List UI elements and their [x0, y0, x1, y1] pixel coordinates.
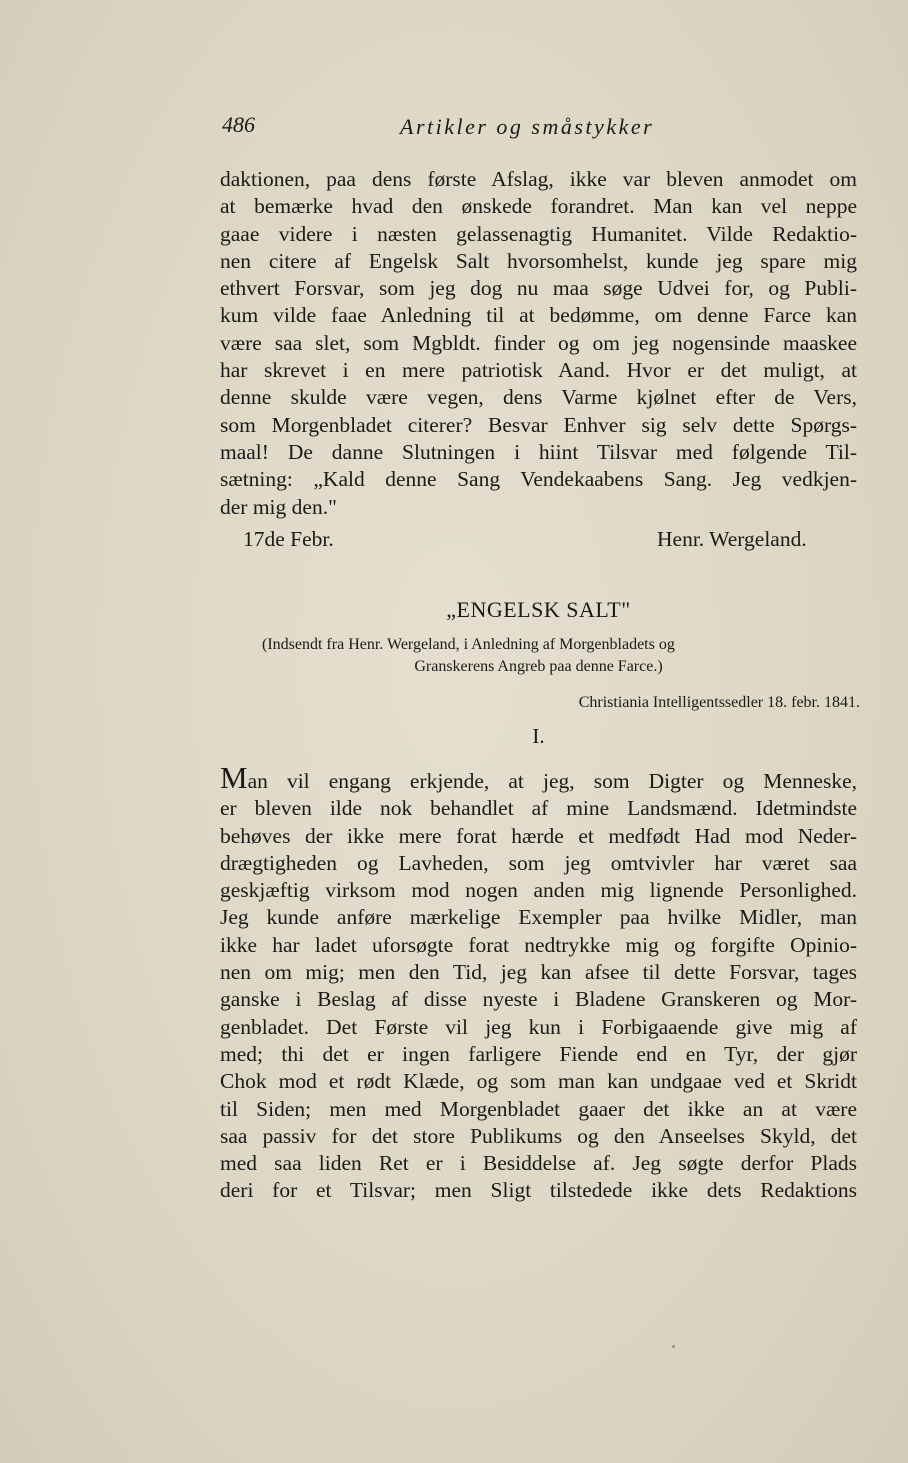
text-line: drægtigheden og Lavheden, som jeg omtvivler har været saa — [220, 850, 857, 875]
paragraph-main — [220, 760, 857, 1205]
running-title: Artikler og småstykker — [400, 114, 655, 139]
text-line: ikke har ladet uforsøgte forat nedtrykke mig og forgifte Opinio- — [220, 932, 857, 957]
text-line: at bemærke hvad den ønskede forandret. Man kan vel neppe — [220, 194, 857, 219]
text-line: gaae videre i næsten gelassenagtig Humanitet. Vilde Redaktio- — [220, 221, 857, 246]
article-source: Christiania Intelligentssedler 18. febr. 1841. — [578, 694, 860, 711]
text-line: daktionen, paa dens første Afslag, ikke var bleven anmodet om — [220, 167, 857, 191]
text-line: behøves der ikke mere forat hærde et medfødt Had mod Neder- — [220, 823, 857, 848]
text-line: denne skulde være vegen, dens Varme kjølnet efter de Vers, — [220, 385, 857, 410]
article-title: „ENGELSK SALT" — [446, 597, 631, 622]
page-number: 486 — [222, 112, 255, 137]
text-line: nen citere af Engelsk Salt hvorsomhelst, kunde jeg spare mig — [220, 248, 857, 273]
first-line-text: an vil engang erkjende, at jeg, som Digter og Menneske, — [247, 769, 857, 793]
text-line: geskjæftig virksom mod nogen anden mig lignende Personlighed. — [220, 878, 857, 903]
article-subtitle-line1: (Indsendt fra Henr. Wergeland, i Anledning af Morgenbladets og — [262, 636, 675, 653]
text-line: Jeg kunde anføre mærkelige Exempler paa hvilke Midler, man — [220, 905, 857, 930]
text-line: har skrevet i en mere patriotisk Aand. Hvor er det muligt, at — [220, 358, 857, 383]
signature-date: 17de Febr. — [243, 527, 334, 551]
text-line: saa passiv for det store Publikums og den Anseelses Skyld, det — [220, 1123, 857, 1148]
text-line: til Siden; men med Morgenbladet gaaer det ikke an at være — [220, 1096, 857, 1121]
text-line: nen om mig; men den Tid, jeg kan afsee til dette Forsvar, tages — [220, 960, 857, 985]
text-line: ethvert Forsvar, som jeg dog nu maa søge Udvei for, og Publi- — [220, 276, 857, 301]
text-line: med; thi det er ingen farligere Fiende end en Tyr, der gjør — [220, 1041, 857, 1066]
signature-name: Henr. Wergeland. — [657, 527, 807, 551]
text-line-first — [220, 760, 857, 795]
drop-cap: M — [220, 760, 248, 795]
article-subtitle-line2: Granskerens Angreb paa denne Farce.) — [414, 658, 663, 675]
paragraph-continued — [220, 166, 857, 521]
text-line: sætning: „Kald denne Sang Vendekaabens Sang. Jeg vedkjen- — [220, 467, 857, 492]
text-line: kum vilde faae Anledning til at bedømme, om denne Farce kan — [220, 303, 857, 328]
text-line: ganske i Beslag af disse nyeste i Bladene Granskeren og Mor- — [220, 987, 857, 1012]
section-numeral: I. — [532, 724, 545, 748]
text-line: der mig den." — [220, 494, 337, 519]
text-line: være saa slet, som Mgbldt. finder og om jeg nogensinde maaskee — [220, 330, 857, 355]
text-line: deri for et Tilsvar; men Sligt tilstedede ikke dets Redaktions — [220, 1178, 857, 1203]
text-line: genbladet. Det Første vil jeg kun i Forbigaaende give mig af — [220, 1014, 857, 1039]
text-line: Chok mod et rødt Klæde, og som man kan undgaae ved et Skridt — [220, 1069, 857, 1094]
text-line: med saa liden Ret er i Besiddelse af. Jeg søgte derfor Plads — [220, 1151, 857, 1176]
text-line: maal! De danne Slutningen i hiint Tilsvar med følgende Til- — [220, 439, 857, 464]
text-line: er bleven ilde nok behandlet af mine Landsmænd. Idetmindste — [220, 796, 857, 821]
page-header — [222, 112, 852, 148]
paper-speck — [672, 1345, 675, 1348]
text-line: som Morgenbladet citerer? Besvar Enhver sig selv dette Spørgs- — [220, 412, 857, 437]
